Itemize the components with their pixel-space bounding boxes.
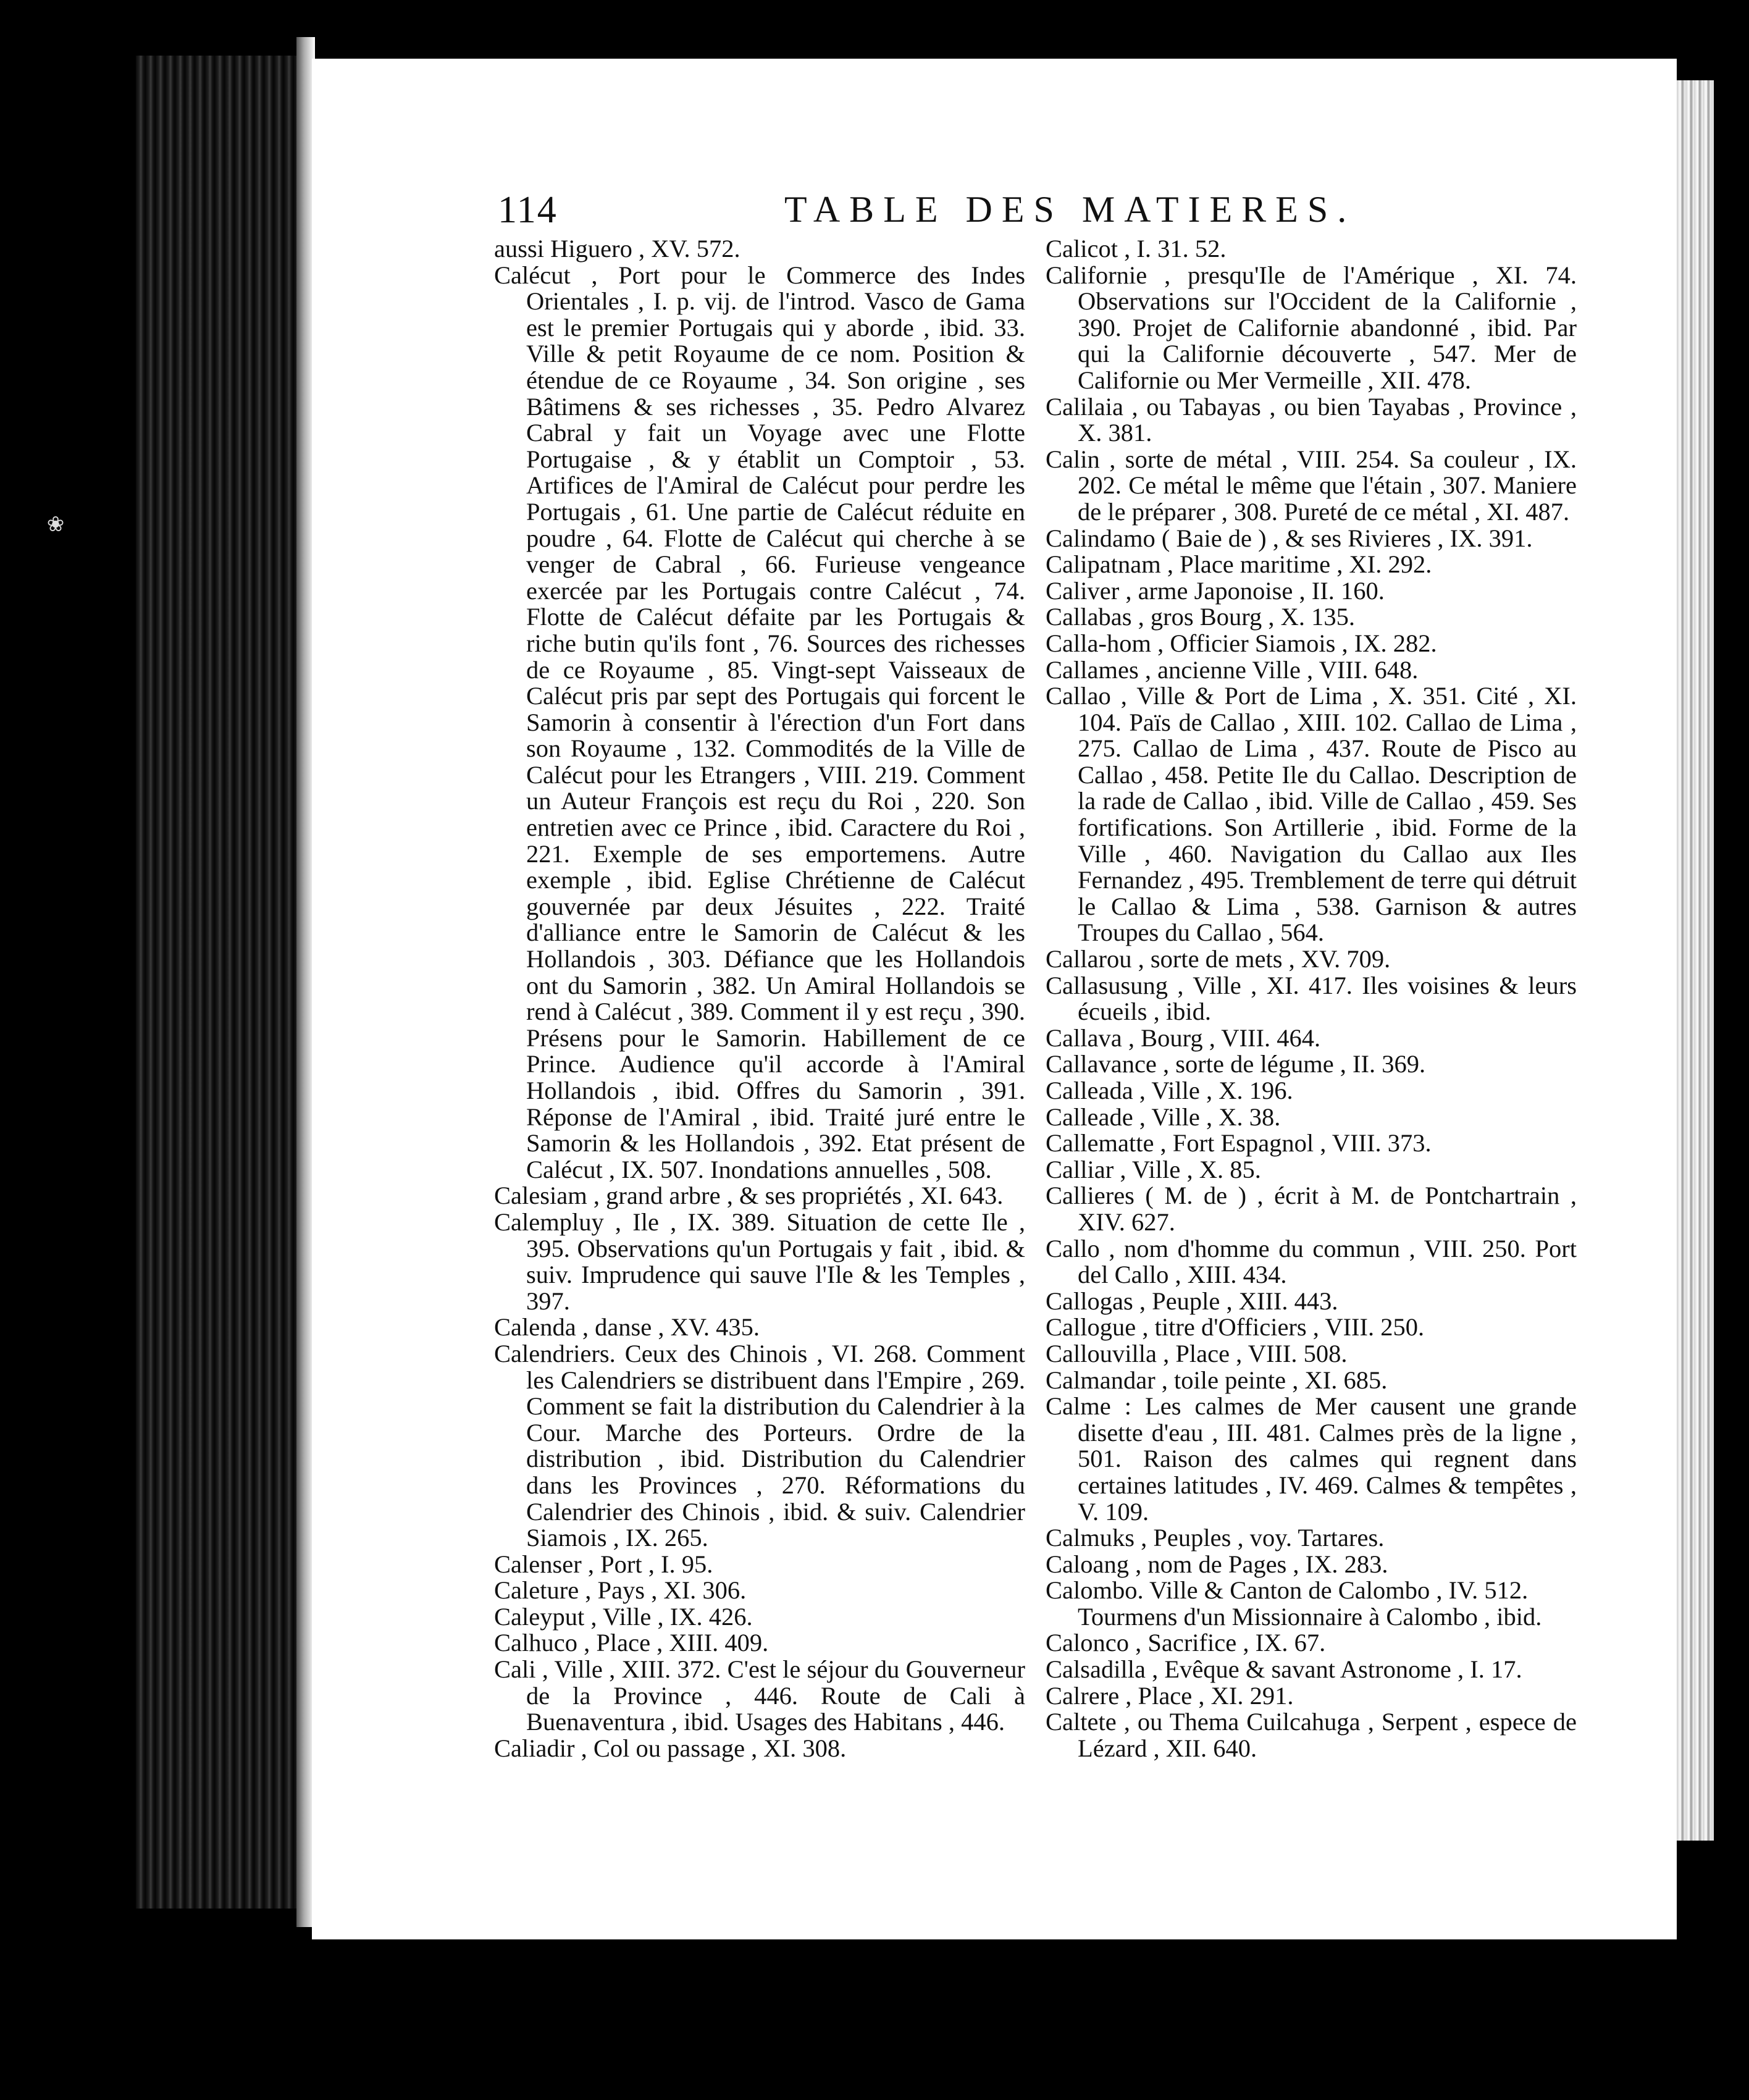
index-entry: Calhuco , Place , XIII. 409. [494, 1629, 769, 1657]
index-entry: Calécut , Port pour le Commerce des Indes Orientales , I. p. vij. de l'introd. Vasco de Gama est le premier Portugais qui y aborde , ibid. 33. Ville & petit Royaume de ce nom. Position & étendue de ce Royaume , 34. Son origine , ses Bâtimens & ses richesses , 35. Pedro Alvarez Cabral y fait un Voyage avec une Flotte Portugaise , & y établit un Comptoir , 53. Artifices de l'Amiral de Calécut pour perdre les Portugais , 61. Une partie de Calécut réduite en poudre , 64. Flotte de Calécut qui cherche à se venger de Cabral , 66. Furieuse vengeance exercée par les Portugais contre Calécut , 74. Flotte de Calécut défaite par les Portugais & riche butin qu'ils font , 76. Sources des richesses de ce Royaume , 85. Vingt-sept Vaisseaux de Calécut pris par sept des Portugais qui forcent le Samorin à consentir à l'érection d'un Fort dans son Royaume , 132. Commodités de la Ville de Calécut pour les Etrangers , VIII. 219. Comment un Auteur François est reçu du Roi , 220. Son entretien avec ce Prince , ibid. Caractere du Roi , 221. Exemple de ses emportemens. Autre exemple , ibid. Eglise Chrétienne de Calécut gouvernée par deux Jésuites , 222. Traité d'alliance entre le Samorin de Calécut & les Hollandois , 303. Défiance que les Hollandois ont du Samorin , 382. Un Amiral Hollandois se rend à Calécut , 389. Comment il y est reçu , 390. Présens pour le Samorin. Habillement de ce Prince. Audience qu'il accorde à l'Amiral Hollandois , ibid. Offres du Samorin , 391. Réponse de l'Amiral , ibid. Traité juré entre le Samorin & les Hollandois , 392. Etat présent de Calécut , IX. 507. Inondations annuelles , 508. [494, 261, 1025, 1183]
index-entry: Calicot , I. 31. 52. [1046, 235, 1227, 262]
index-entry: Calliar , Ville , X. 85. [1046, 1155, 1261, 1183]
index-column-left [494, 236, 1025, 1762]
index-entry: Caliadir , Col ou passage , XI. 308. [494, 1734, 847, 1762]
index-entry: Calsadilla , Evêque & savant Astronome , I. 17. [1046, 1655, 1522, 1684]
index-entry: Caleyput , Ville , IX. 426. [494, 1602, 753, 1631]
index-entry: Tourmens d'un Missionnaire à Calombo , ibid. [1078, 1602, 1542, 1631]
index-entry: Callouvilla , Place , VIII. 508. [1046, 1339, 1348, 1367]
index-entry: Callao , Ville & Port de Lima , X. 351. Cité , XI. 104. Païs de Callao , XIII. 102. Callao de Lima , 275. Callao de Lima , 437. Route de Pisco au Callao , 458. Petite Ile du Callao. Description de la rade de Callao , ibid. Ville de Callao , 459. Ses fortifications. Son Artillerie , ibid. Forme de la Ville , 460. Navigation du Callao aux Iles Fernandez , 495. Tremblement de terre qui détruit le Callao & Lima , 538. Garnison & autres Troupes du Callao , 564. [1046, 682, 1577, 947]
index-entry: Calipatnam , Place maritime , XI. 292. [1046, 550, 1432, 579]
index-entry: Callo , nom d'homme du commun , VIII. 250. Port del Callo , XIII. 434. [1046, 1234, 1577, 1289]
index-entry: Caloang , nom de Pages , IX. 283. [1046, 1550, 1388, 1578]
index-entry: Caleture , Pays , XI. 306. [494, 1576, 747, 1605]
index-entry: Calleada , Ville , X. 196. [1046, 1077, 1293, 1104]
index-entry: Calilaia , ou Tabayas , ou bien Tayabas , Province , X. 381. [1046, 392, 1577, 447]
ornament-mark: ❀ [46, 513, 65, 536]
running-head: TABLE DES MATIERES. [784, 189, 1356, 230]
index-column-right [1046, 236, 1577, 1762]
index-entry: Calrere , Place , XI. 291. [1046, 1681, 1294, 1710]
index-entry: Calempluy , Ile , IX. 389. Situation de cette Ile , 395. Observations qu'un Portugais y fait , ibid. & suiv. Imprudence qui sauve l'Ile & les Temples , 397. [494, 1208, 1025, 1315]
index-entry: Calendriers. Ceux des Chinois , VI. 268. Comment les Calendriers se distribuent dans l'Empire , 269. Comment se fait la distribution du Calendrier à la Cour. Marche des Porteurs. Ordre de la distribution , ibid. Distribution du Calendrier dans les Provinces , 270. Réformations du Calendrier des Chinois , ibid. & suiv. Calendrier Siamois , IX. 265. [494, 1339, 1025, 1552]
index-entry: Calin , sorte de métal , VIII. 254. Sa couleur , IX. 202. Ce métal le même que l'étain , 307. Maniere de le préparer , 308. Pureté de ce métal , XI. 487. [1046, 445, 1577, 526]
index-entry: Cali , Ville , XIII. 372. C'est le séjour du Gouverneur de la Province , 446. Route de Cali à Buenaventura , ibid. Usages des Habitans , 446. [494, 1655, 1025, 1736]
index-entry: Calonco , Sacrifice , IX. 67. [1046, 1629, 1326, 1657]
index-entry: Callieres ( M. de ) , écrit à M. de Pontchartrain , XIV. 627. [1046, 1182, 1577, 1236]
index-entry: Calleade , Ville , X. 38. [1046, 1102, 1281, 1131]
index-entry: Callogue , titre d'Officiers , VIII. 250. [1046, 1313, 1425, 1342]
index-entry: Callabas , gros Bourg , X. 135. [1046, 603, 1355, 631]
index-entry: Callames , ancienne Ville , VIII. 648. [1046, 655, 1419, 684]
index-entry: Caliver , arme Japonoise , II. 160. [1046, 576, 1385, 605]
index-entry: Calenser , Port , I. 95. [494, 1550, 713, 1578]
index-entry: Callasusung , Ville , XI. 417. Iles voisines & leurs écueils , ibid. [1046, 971, 1577, 1026]
index-entry: Callematte , Fort Espagnol , VIII. 373. [1046, 1129, 1432, 1157]
index-entry: Callavance , sorte de légume , II. 369. [1046, 1050, 1426, 1078]
index-entry: Callava , Bourg , VIII. 464. [1046, 1023, 1321, 1052]
index-entry: Caltete , ou Thema Cuilcahuga , Serpent , espece de Lézard , XII. 640. [1046, 1708, 1577, 1762]
page-edges [1677, 80, 1714, 1841]
index-entry: Calesiam , grand arbre , & ses propriétés , XI. 643. [494, 1182, 1004, 1210]
index-entry: Calmuks , Peuples , voy. Tartares. [1046, 1524, 1385, 1552]
index-entry: Californie , presqu'Ile de l'Amérique , XI. 74. Observations sur l'Occident de la Californie , 390. Projet de Californie abandonné , ibid. Par qui la Californie découverte , 547. Mer de Californie ou Mer Vermeille , XII. 478. [1046, 261, 1577, 394]
book-binding [136, 56, 315, 1909]
index-entry: aussi Higuero , XV. 572. [494, 235, 740, 262]
index-entry: Calindamo ( Baie de ) , & ses Rivieres , IX. 391. [1046, 524, 1533, 552]
index-entry: Calla-hom , Officier Siamois , IX. 282. [1046, 629, 1437, 657]
index-entry: Callarou , sorte de mets , XV. 709. [1046, 945, 1391, 973]
page-number: 114 [498, 189, 558, 231]
index-entry: Calombo. Ville & Canton de Calombo , IV. 512. [1046, 1576, 1529, 1605]
index-entry: Calmandar , toile peinte , XI. 685. [1046, 1366, 1388, 1394]
index-entry: Calme : Les calmes de Mer causent une grande disette d'eau , III. 481. Calmes près de la ligne , 501. Raison des calmes qui regnent dans certaines latitudes , IV. 469. Calmes & tempêtes , V. 109. [1046, 1392, 1577, 1526]
index-entry: Calenda , danse , XV. 435. [494, 1313, 760, 1342]
index-entry: Callogas , Peuple , XIII. 443. [1046, 1287, 1338, 1315]
